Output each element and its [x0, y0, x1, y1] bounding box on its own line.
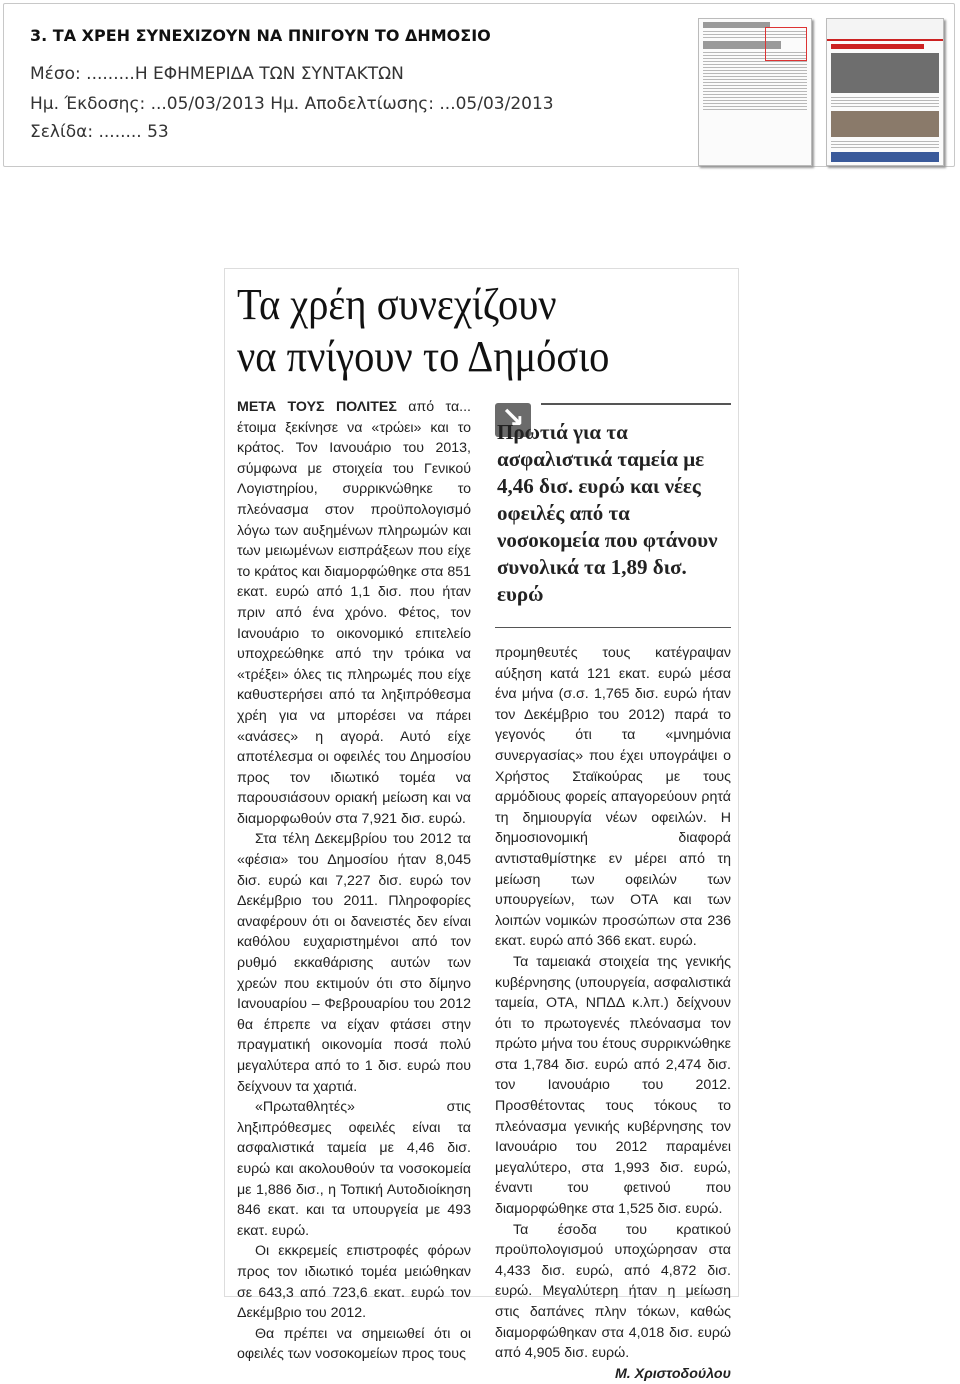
headline-line-1: Τα χρέη συνεχίζουν [237, 280, 557, 329]
paragraph: προμηθευτές τους κατέγραψαν αύξηση κατά 121 εκατ. ευρώ μέσα ένα μήνα (σ.σ. 1,765 δισ. ευρώ ήταν τον Δεκέμβριο του 2012) παρά το γεγονός ότι τα «μνημόνια συνεργασίας» που έχει υπογράψει ο Χρήστος Σταϊκούρας με τους αρμόδιους φορείς απαγορεύουν ρητά τη δημιουργία νέων οφειλών. Η δημοσιονομική διαφορά αντισταθμίστηκε εν μέρει από τη μείωση των οφειλών των υπουργείων, των ΟΤΑ και των λοιπών νομικών προσώπων στα 236 εκατ. ευρώ από 366 εκατ. ευρώ. [495, 645, 731, 950]
page-value: ........ 53 [98, 122, 169, 142]
issue-date-value: ...05/03/2013 [150, 94, 265, 114]
cover-thumbnail[interactable] [826, 18, 944, 166]
page-row [30, 122, 169, 142]
medium-label: Μέσο: [30, 64, 81, 84]
page-thumbnail[interactable] [698, 18, 812, 166]
clip-date-label: Ημ. Αποδελτίωσης: [270, 94, 434, 114]
article-clipping [224, 268, 739, 1382]
paragraph: Οι εκκρεμείς επιστροφές φόρων προς τον ιδιωτικό τομέα μειώθηκαν σε 643,3 από 723,6 εκατ. ευρώ τον Δεκέμβριο του 2012. [237, 1243, 471, 1322]
article-headline [237, 279, 688, 383]
clipping-title: 3. ΤΑ ΧΡΕΗ ΣΥΝΕΧΙΖΟΥΝ ΝΑ ΠΝΙΓΟΥΝ ΤΟ ΔΗΜΟΣΙΟ [30, 26, 491, 45]
dates-row [30, 94, 554, 114]
medium-dots: ......... [86, 64, 135, 84]
paragraph: Στα τέλη Δεκεμβρίου του 2012 τα «φέσια» του Δημοσίου ήταν 8,045 δισ. ευρώ και 7,227 δισ. ευρώ τον Δεκέμβριο του 2011. Πληροφορίες αναφέρουν ότι οι δανειστές δεν είναι καθόλου ευχαριστημένοι από τον ρυθμό εκκαθάρισης αυτών των χρεών που εκτιμούν ότι στο δίμηνο Ιανουαρίου – Φεβρουαρίου του 2012 θα έπρεπε να είχαν φτάσει στην πραγματική οικονομία ποσά πολύ μεγαλύτερα από το 1 δισ. ευρώ που δείχνουν τα χαρτιά. [237, 831, 471, 1095]
paragraph: «Πρωταθλητές» στις ληξιπρόθεσμες οφειλές είναι τα ασφαλιστικά ταμεία με 4,46 δισ. ευρώ και ακολουθούν τα νοσοκομεία με 1,886 δισ., η Τοπική Αυτοδιοίκηση 846 εκατ. και τα υπουργεία με 493 εκατ. ευρώ. [237, 1099, 471, 1239]
paragraph: Τα ταμειακά στοιχεία της γενικής κυβέρνησης (υπουργεία, ασφαλιστικά ταμεία, ΟΤΑ, ΝΠΔΔ κ.λπ.) δείχνουν ότι το πρωτογενές πλεόνασμα τον πρώτο μήνα του έτους συρρικνώθηκε στα 1,784 δισ. ευρώ από 2,474 δισ. τον Ιανουάριο του 2012. Προσθέτοντας τους τόκους το πλεόνασμα γενικής κυβέρνησης τον Ιανουάριο του 2012 παραμένει μεγαλύτερο, στα 1,993 δισ. ευρώ, έναντι του φετινού που διαμορφώθηκε στα 1,525 δισ. ευρώ. [495, 953, 731, 1218]
clipping-header [3, 3, 955, 167]
medium-value: Η ΕΦΗΜΕΡΙΔΑ ΤΩΝ ΣΥΝΤΑΚΤΩΝ [134, 64, 404, 84]
paragraph: Θα πρέπει να σημειωθεί ότι οι οφειλές των νοσοκομείων προς τους [237, 1325, 471, 1363]
divider [541, 403, 731, 405]
right-column [495, 643, 731, 1384]
medium-row [30, 64, 404, 84]
paragraph: Τα έσοδα του κρατικού προϋπολογισμού υποχώρησαν στα 4,433 δισ. ευρώ, από 4,872 δισ. ευρώ. Μεγαλύτερη ήταν η μείωση στις δαπάνες πλην τόκων, καθώς διαμορφώθηκαν στα 4,018 δισ. ευρώ από 4,905 δισ. ευρώ. [495, 1221, 731, 1362]
page-label: Σελίδα: [30, 122, 94, 142]
issue-date-label: Ημ. Έκδοσης: [30, 94, 146, 114]
lead-in: ΜΕΤΑ ΤΟΥΣ ΠΟΛΙΤΕΣ [237, 399, 397, 415]
clip-date-value: ...05/03/2013 [439, 94, 554, 114]
paragraph: ΜΕΤΑ ΤΟΥΣ ΠΟΛΙΤΕΣ από τα... έτοιμα ξεκίνησε να «τρώει» και το κράτος. Τον Ιανουάριο του 2013, σύμφωνα με στοιχεία του Γενικού Λογιστηρίου, συρρικνώθηκε το πλεόνασμα στον προϋπολογισμό λόγω των αυξημένων πληρωμών και των μειωμένων εισπράξεων που είχε το κράτος και διαμορφώθηκε στα 851 εκατ. ευρώ από 1,1 δισ. που ήταν πριν από ένα χρόνο. Φέτος, τον Ιανουάριο το οικονομικό επιτελείο υποχρεώθηκε από την τρόικα να «τρέξει» όλες τις πληρωμές που είχε καθυστερήσει από τα ληξιπρόθεσμα χρέη για να μπορέσει να πάρει «ανάσες» η αγορά. Αυτό είχε αποτέλεσμα οι οφειλές του Δημοσίου προς τον ιδιωτικό τομέα να παρουσιάσουν οριακή μείωση και να διαμορφωθούν στα 7,921 δισ. ευρώ. [237, 399, 471, 827]
left-column [237, 397, 471, 1365]
pull-quote: Πρωτιά για τα ασφαλιστικά ταμεία με 4,46 δισ. ευρώ και νέες οφειλές από τα νοσοκομεία που φτάνουν συνολικά τα 1,89 δισ. ευρώ [497, 420, 718, 606]
divider [495, 627, 731, 628]
author-byline: Μ. Χριστοδούλου [614, 1365, 731, 1382]
headline-line-2: να πνίγουν το Δημόσιο [237, 332, 610, 381]
